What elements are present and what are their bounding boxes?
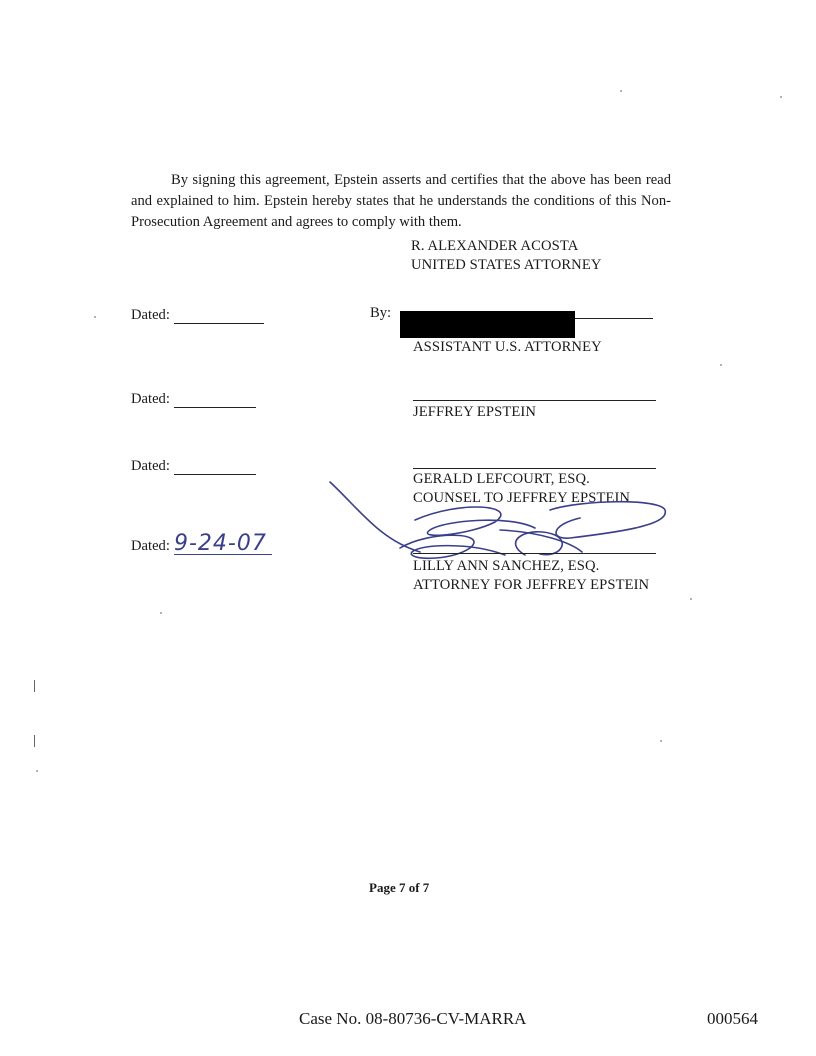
- signature-line-1: [575, 318, 653, 319]
- scan-artifact: [660, 740, 662, 742]
- by-label: By:: [370, 305, 392, 321]
- dated-label: Dated:: [131, 458, 170, 474]
- signer-title-4: ATTORNEY FOR JEFFREY EPSTEIN: [413, 577, 650, 593]
- scan-artifact: [620, 90, 622, 92]
- dated-field-2: [131, 391, 256, 408]
- dated-field-1: [131, 307, 264, 324]
- scan-artifact: [160, 612, 162, 614]
- page-number: Page 7 of 7: [369, 880, 430, 895]
- dated-field-3: [131, 458, 256, 475]
- date-blank-line: [174, 460, 256, 475]
- handwritten-date: 9-24-07: [174, 531, 267, 556]
- signature-line-3: [413, 468, 656, 469]
- acknowledgment-paragraph: By signing this agreement, Epstein asserts and certifies that the above has been read and explained to him. Epstein hereby states that he understands the conditions of this Non-Prosecution Agreement and agrees to comply with them.: [131, 172, 671, 230]
- redaction-box: [400, 311, 575, 338]
- scan-artifact: [780, 96, 782, 98]
- scan-artifact: [36, 770, 38, 772]
- scan-artifact: [34, 680, 35, 692]
- signer-name-4: LILLY ANN SANCHEZ, ESQ.: [413, 558, 600, 574]
- signer-name-3: GERALD LEFCOURT, ESQ.: [413, 471, 590, 487]
- scan-artifact: [34, 735, 35, 747]
- date-blank-line: [174, 309, 264, 324]
- signer-name-1: ASSISTANT U.S. ATTORNEY: [413, 339, 602, 355]
- dated-label: Dated:: [131, 391, 170, 407]
- signature-line-4: [413, 553, 656, 554]
- scan-artifact: [720, 364, 722, 366]
- signer-name-2: JEFFREY EPSTEIN: [413, 404, 536, 420]
- scan-artifact: [94, 316, 96, 318]
- dated-label: Dated:: [131, 538, 170, 554]
- bates-number: 000564: [707, 1009, 758, 1028]
- case-number: Case No. 08-80736-CV-MARRA: [299, 1009, 527, 1028]
- us-attorney-title: UNITED STATES ATTORNEY: [411, 257, 602, 273]
- date-blank-line: [174, 393, 256, 408]
- dated-label: Dated:: [131, 307, 170, 323]
- us-attorney-name: R. ALEXANDER ACOSTA: [411, 238, 579, 254]
- scan-artifact: [690, 598, 692, 600]
- signer-title-3: COUNSEL TO JEFFREY EPSTEIN: [413, 490, 631, 506]
- signature-line-2: [413, 400, 656, 401]
